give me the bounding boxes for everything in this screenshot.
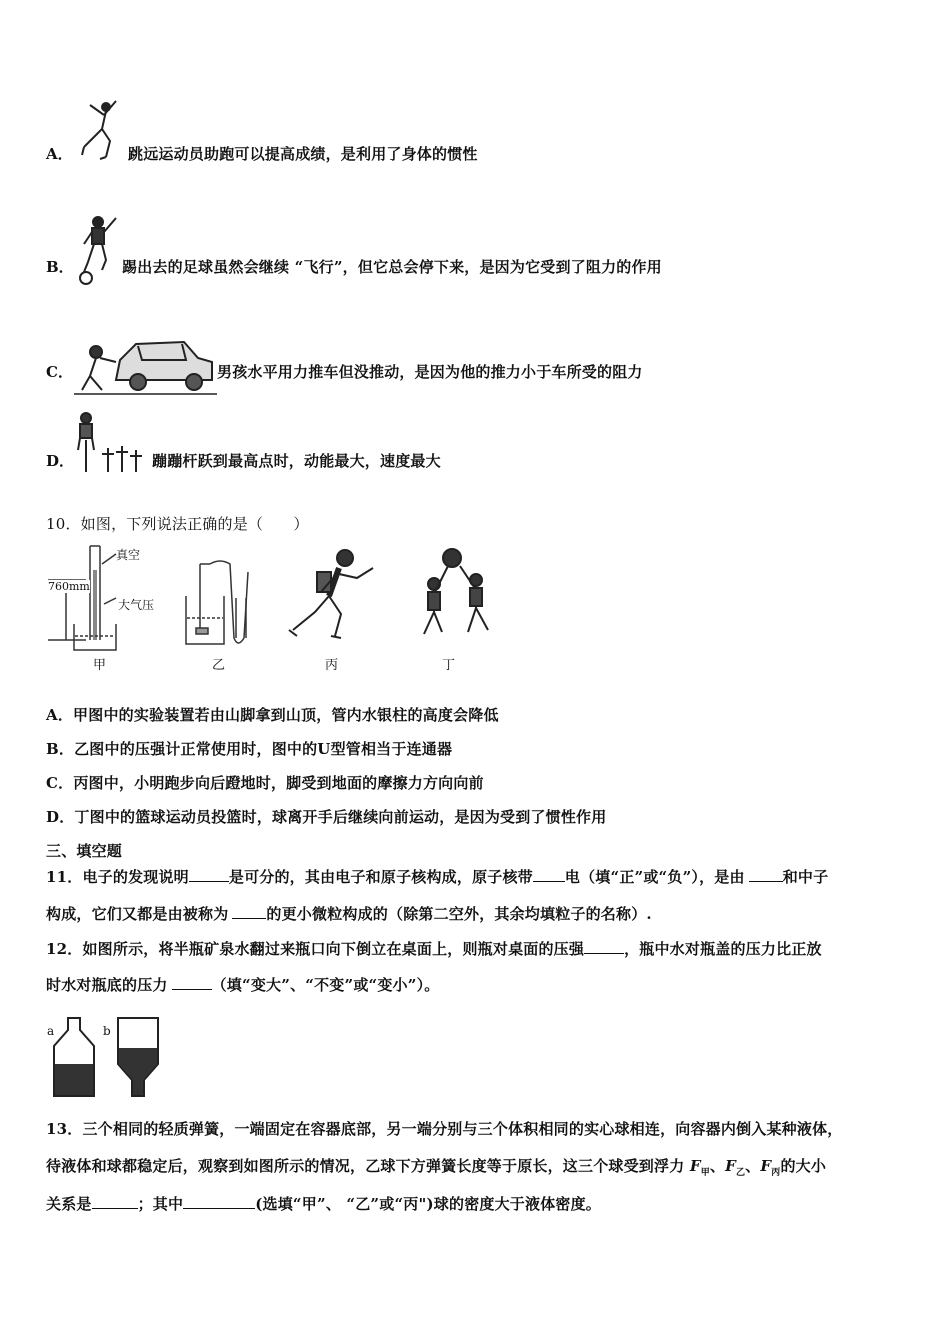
q12-text: 时水对瓶底的压力 — [46, 976, 168, 994]
option-letter: A． — [46, 144, 73, 163]
option-text: 男孩水平用力推车但没推动，是因为他的推力小于车所受的阻力 — [217, 362, 643, 381]
figure-caption-bing: 丙 — [325, 658, 339, 673]
q13-text: ；其中 — [137, 1195, 184, 1213]
q10-option-d — [46, 806, 606, 827]
option-text: 甲图中的实验装置若由山脚拿到山顶，管内水银柱的高度会降低 — [73, 706, 499, 724]
q10-option-a — [46, 704, 499, 725]
force-symbol: F — [760, 1157, 772, 1175]
force-symbol: F — [689, 1157, 701, 1175]
vacuum-label: 真空 — [116, 548, 141, 562]
option-letter: D． — [46, 451, 75, 470]
option-text: 踢出去的足球虽然会继续 “飞行”，但它总会停下来，是因为它受到了阻力的作用 — [122, 257, 662, 276]
section-title: 三、填空题 — [46, 842, 123, 860]
figure-caption-jia: 甲 — [93, 658, 107, 673]
bottle-label-a: a — [47, 1024, 55, 1038]
figure-caption-ding: 丁 — [442, 658, 456, 673]
answer-blank[interactable] — [189, 867, 229, 882]
question-13-line2 — [46, 1155, 826, 1178]
option-letter: B． — [46, 740, 75, 758]
q11-text: 是可分的，其由电子和原子核构成，原子核带 — [228, 868, 533, 886]
force-subscript: 乙 — [735, 1168, 746, 1178]
option-a — [46, 137, 478, 169]
option-d — [46, 440, 441, 480]
force-subscript: 丙 — [771, 1168, 781, 1178]
force-symbol: F — [725, 1157, 736, 1175]
answer-blank[interactable] — [232, 904, 266, 919]
long-jumper-icon — [76, 97, 128, 169]
answer-blank[interactable] — [584, 939, 624, 954]
option-letter: A． — [46, 706, 74, 724]
basketball-figure — [400, 548, 512, 648]
option-text: 跳远运动员助跑可以提高成绩，是利用了身体的惯性 — [128, 144, 478, 163]
figure-caption-yi: 乙 — [212, 658, 226, 673]
boy-pushing-car-icon — [72, 334, 217, 400]
atm-label: 大气压 — [118, 598, 155, 612]
pogo-stick-icon — [72, 410, 152, 480]
separator: 、 — [709, 1157, 726, 1175]
question-13-line1: 13．三个相同的轻质弹簧，一端固定在容器底部，另一端分别与三个体积相同的实心球相连，向容器内倒入某种液体， — [46, 1120, 843, 1138]
q11-text: 电（填“正”或“负”），是由 — [564, 868, 745, 886]
option-letter: C． — [46, 362, 73, 381]
option-text: 丁图中的篮球运动员投篮时，球离开手后继续向前运动，是因为受到了惯性作用 — [74, 808, 607, 826]
bottle-label-b: b — [103, 1024, 111, 1038]
answer-blank[interactable] — [533, 867, 565, 882]
manometer-figure — [180, 558, 260, 658]
separator: 、 — [745, 1157, 761, 1175]
q11-text: 和中子 — [782, 868, 829, 886]
question-10-stem: 10．如图，下列说法正确的是（ ） — [46, 515, 309, 533]
q13-text: 待液体和球都稳定后，观察到如图所示的情况，乙球下方弹簧长度等于原长，这三个球受到浮力 — [46, 1157, 685, 1175]
option-text: 丙图中，小明跑步向后蹬地时，脚受到地面的摩擦力方向向前 — [73, 774, 484, 792]
question-12-line2 — [46, 974, 439, 995]
question-13-line3 — [46, 1193, 601, 1214]
option-b — [46, 246, 662, 286]
q10-option-c — [46, 772, 484, 793]
answer-blank[interactable] — [172, 975, 212, 990]
q12-text: （填“变大”、“不变”或“变小”）。 — [211, 976, 440, 994]
q13-text: 的大小 — [780, 1157, 827, 1175]
option-text: 蹦蹦杆跃到最高点时，动能最大，速度最大 — [152, 451, 441, 470]
question-12-line1 — [46, 938, 822, 959]
option-c — [46, 342, 643, 400]
height-label: 760mm — [48, 580, 90, 593]
answer-blank[interactable] — [92, 1194, 138, 1209]
q12-text: 12．如图所示，将半瓶矿泉水翻过来瓶口向下倒立在桌面上，则瓶对桌面的压强 — [46, 940, 585, 958]
question-11-line1 — [46, 866, 828, 887]
option-letter: B． — [46, 257, 74, 276]
question-11-line2 — [46, 903, 652, 924]
soccer-player-icon — [74, 210, 122, 286]
option-text: 乙图中的压强计正常使用时，图中的U型管相当于连通器 — [74, 740, 453, 758]
q11-text: 11．电子的发现说明 — [46, 868, 189, 886]
q11-text: 构成，它们又都是由被称为 — [46, 905, 229, 923]
q10-option-b — [46, 738, 452, 759]
q13-text: 关系是 — [46, 1195, 92, 1213]
q11-text: 的更小微粒构成的（除第二空外，其余均填粒子的名称）. — [266, 905, 652, 923]
answer-blank[interactable] — [749, 867, 783, 882]
answer-blank[interactable] — [183, 1194, 255, 1209]
runner-figure — [285, 546, 380, 646]
force-subscript: 甲 — [700, 1168, 710, 1178]
option-letter: D． — [46, 808, 75, 826]
q12-text: ，瓶中水对瓶盖的压力比正放 — [624, 940, 822, 958]
option-letter: C． — [46, 774, 74, 792]
q13-text: (选填“甲”、 “乙”或“丙")球的密度大于液体密度。 — [255, 1195, 601, 1213]
